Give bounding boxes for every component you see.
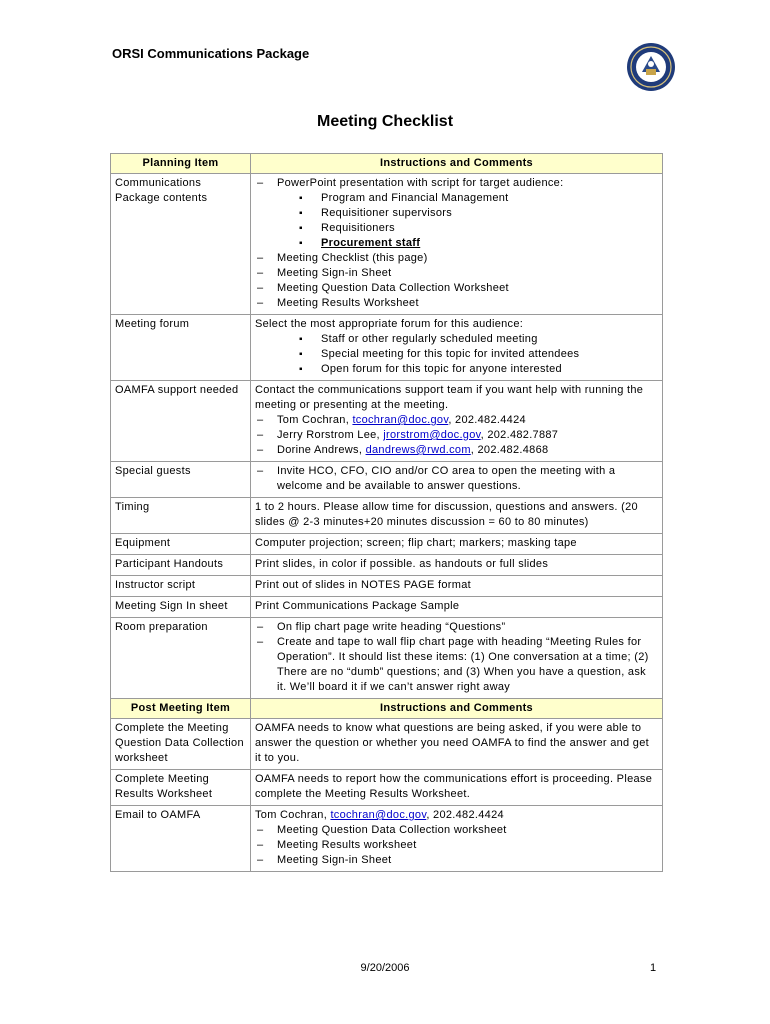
row-item: Timing: [111, 498, 251, 534]
row-comments: [251, 462, 663, 498]
document-title: Meeting Checklist: [316, 113, 454, 130]
instructions-header: Instructions and Comments: [251, 699, 663, 719]
row-comments: [251, 174, 663, 315]
table-row: [111, 174, 663, 315]
list-item: [255, 413, 658, 428]
row-item: Email to OAMFA: [111, 806, 251, 872]
row-comments: [251, 806, 663, 872]
row-text: Select the most appropriate forum for this audience:: [255, 318, 524, 330]
list-item: – Meeting Sign-in Sheet: [255, 266, 658, 281]
table-row: [111, 555, 663, 576]
list-item: – Meeting Sign-in Sheet: [255, 853, 658, 868]
row-text: [255, 808, 658, 823]
row-comments: Print Communications Package Sample: [251, 597, 663, 618]
row-text: Contact the communications support team if you want help with running the meeting or presenting at the meeting.: [255, 384, 644, 411]
row-item: Communications Package contents: [111, 174, 251, 315]
row-comments: Computer projection; screen; flip chart; markers; masking tape: [251, 534, 663, 555]
contact-name: Tom Cochran,: [277, 414, 353, 426]
contact-name: Tom Cochran,: [255, 809, 331, 821]
row-item: Participant Handouts: [111, 555, 251, 576]
row-comments: Print slides, in color if possible. as handouts or full slides: [251, 555, 663, 576]
list-item: [255, 428, 658, 443]
email-link[interactable]: dandrews@rwd.com: [365, 444, 471, 456]
table-row: [111, 806, 663, 872]
procurement-staff-emphasis: Procurement staff: [321, 237, 421, 249]
list-item: – Invite HCO, CFO, CIO and/or CO area to open the meeting with a welcome and be available to answer questions.: [255, 464, 658, 494]
row-item: Meeting Sign In sheet: [111, 597, 251, 618]
table-row: [111, 618, 663, 699]
meeting-checklist-table: [110, 153, 663, 872]
list-item: [255, 443, 658, 458]
row-comments: [251, 618, 663, 699]
page-number: 1: [650, 962, 657, 974]
contact-phone: , 202.482.7887: [480, 429, 559, 441]
row-item: OAMFA support needed: [111, 381, 251, 462]
planning-header-row: [111, 154, 663, 174]
list-item: – Meeting Question Data Collection Worksheet: [255, 281, 658, 296]
table-row: [111, 597, 663, 618]
list-item: – Meeting Results Worksheet: [255, 296, 658, 311]
row-item: Equipment: [111, 534, 251, 555]
list-item: ▪ Special meeting for this topic for invited attendees: [255, 347, 658, 362]
list-item: ▪ Program and Financial Management: [255, 191, 658, 206]
list-item: – PowerPoint presentation with script for target audience:: [255, 176, 658, 191]
list-item: [255, 236, 658, 251]
list-item: ▪ Requisitioner supervisors: [255, 206, 658, 221]
email-link[interactable]: tcochran@doc.gov: [330, 809, 427, 821]
email-link[interactable]: jrorstrom@doc.gov: [383, 429, 481, 441]
header-title: ORSI Communications Package: [112, 46, 310, 61]
email-link[interactable]: tcochran@doc.gov: [352, 414, 449, 426]
row-item: Complete Meeting Results Worksheet: [111, 770, 251, 806]
list-item: – Meeting Results worksheet: [255, 838, 658, 853]
row-item: Special guests: [111, 462, 251, 498]
row-comments: OAMFA needs to know what questions are being asked, if you were able to answer the question or whether you need OAMFA to find the answer and get it to you.: [251, 719, 663, 770]
table-row: [111, 498, 663, 534]
list-item: – Meeting Question Data Collection worksheet: [255, 823, 658, 838]
list-item: – Meeting Checklist (this page): [255, 251, 658, 266]
contact-name: Jerry Rorstrom Lee,: [277, 429, 384, 441]
row-item: Complete the Meeting Question Data Collection worksheet: [111, 719, 251, 770]
planning-item-header: Planning Item: [111, 154, 251, 174]
table-row: [111, 462, 663, 498]
row-item: Room preparation: [111, 618, 251, 699]
list-item: – Create and tape to wall flip chart page with heading “Meeting Rules for Operation”. It should list these items: (1) One conversation at a time; (2) There are no “dumb” questions; and (3) When you have a question, ask it. We’ll board it if we can’t answer right away: [255, 635, 658, 695]
contact-phone: , 202.482.4424: [426, 809, 504, 821]
table-row: [111, 576, 663, 597]
row-comments: OAMFA needs to report how the communications effort is proceeding. Please complete the Meeting Results Worksheet.: [251, 770, 663, 806]
row-comments: 1 to 2 hours. Please allow time for discussion, questions and answers. (20 slides @ 2-3 minutes+20 minutes discussion = 60 to 80 minutes): [251, 498, 663, 534]
table-row: [111, 381, 663, 462]
list-item: ▪ Open forum for this topic for anyone interested: [255, 362, 658, 377]
instructions-header: Instructions and Comments: [251, 154, 663, 174]
row-item: Instructor script: [111, 576, 251, 597]
contact-phone: , 202.482.4424: [448, 414, 526, 426]
contact-phone: , 202.482.4868: [470, 444, 549, 456]
row-item: Meeting forum: [111, 315, 251, 381]
table-row: [111, 770, 663, 806]
post-meeting-header-row: [111, 699, 663, 719]
contact-name: Dorine Andrews,: [277, 444, 366, 456]
list-item: ▪ Requisitioners: [255, 221, 658, 236]
department-seal-icon: [626, 42, 676, 92]
list-item: – On flip chart page write heading “Questions”: [255, 620, 658, 635]
post-meeting-item-header: Post Meeting Item: [111, 699, 251, 719]
footer-date: 9/20/2006: [360, 962, 410, 974]
table-row: [111, 534, 663, 555]
table-row: [111, 719, 663, 770]
row-comments: Print out of slides in NOTES PAGE format: [251, 576, 663, 597]
row-comments: [251, 315, 663, 381]
row-comments: [251, 381, 663, 462]
table-row: [111, 315, 663, 381]
list-item: ▪ Staff or other regularly scheduled meeting: [255, 332, 658, 347]
